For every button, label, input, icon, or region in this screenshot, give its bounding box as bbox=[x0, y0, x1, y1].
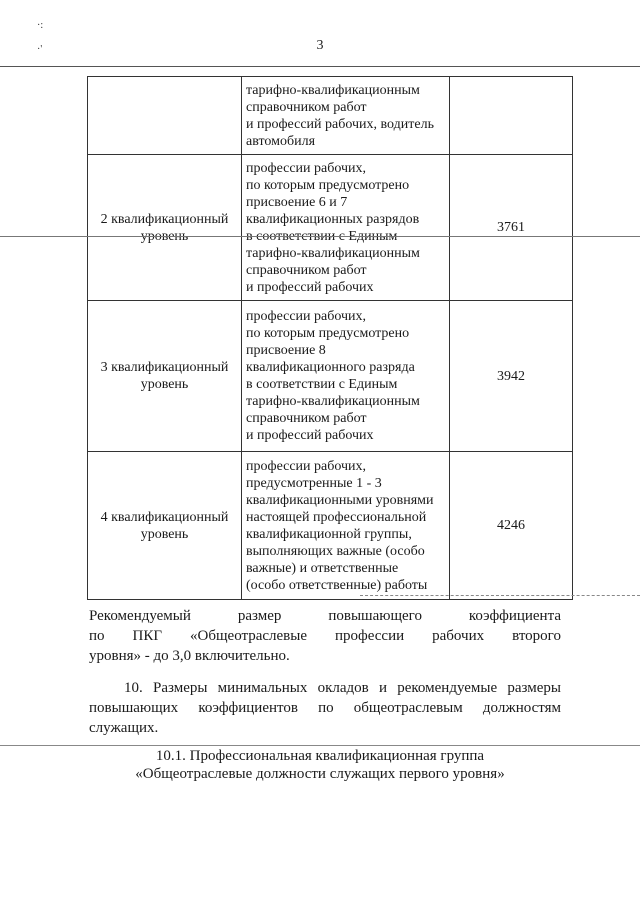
table-row bbox=[88, 77, 573, 155]
description-line: в соответствии с Единым bbox=[246, 377, 398, 392]
qualification-level-cell bbox=[88, 77, 242, 155]
description-line: справочником работ bbox=[246, 411, 367, 426]
description-line: профессии рабочих, bbox=[246, 458, 367, 474]
description-line: справочником работ bbox=[246, 262, 367, 278]
word: коэффициентов bbox=[198, 700, 298, 716]
word: повышающих bbox=[89, 700, 179, 716]
description-line: настоящей профессиональной bbox=[246, 509, 427, 525]
description-line: важные) и ответственные bbox=[246, 560, 399, 576]
paragraph-line bbox=[89, 626, 561, 646]
description-line: предусмотренные 1 - 3 bbox=[246, 475, 382, 491]
level-text: 4 квалификационный bbox=[100, 509, 229, 525]
table-row bbox=[88, 301, 573, 452]
level-text: 2 квалификационный bbox=[100, 211, 229, 227]
description-line: по которым предусмотрено bbox=[246, 326, 410, 341]
word: и bbox=[378, 680, 388, 696]
word: общеотраслевым bbox=[353, 700, 463, 716]
description-line: и профессий рабочих bbox=[246, 428, 374, 443]
word: Рекомендуемый bbox=[89, 608, 191, 624]
word: размеры bbox=[507, 680, 561, 696]
description-line: в соответствии с Единым bbox=[246, 228, 398, 244]
scan-speck: ·: bbox=[37, 20, 44, 31]
salary-value-cell: 3942 bbox=[450, 301, 573, 452]
description-line: квалификационной группы, bbox=[246, 526, 412, 542]
word: 10. bbox=[124, 680, 143, 696]
description-line: тарифно-квалификационным bbox=[246, 394, 420, 409]
description-line: тарифно-квалификационным bbox=[246, 82, 420, 98]
scan-speck: ·' bbox=[37, 44, 43, 55]
word: должностям bbox=[482, 700, 561, 716]
word: Размеры bbox=[152, 680, 208, 696]
word: по bbox=[89, 628, 105, 644]
table-row bbox=[88, 452, 573, 600]
salary-value-cell bbox=[450, 77, 573, 155]
word: второго bbox=[512, 628, 561, 644]
level-text: 3 квалификационный bbox=[100, 360, 229, 375]
word: окладов bbox=[317, 680, 369, 696]
heading-line: «Общеотраслевые должности служащих первого уровня» bbox=[135, 766, 505, 782]
description-line: (особо ответственные) работы bbox=[246, 577, 428, 593]
description-line: выполняющих важные (особо bbox=[246, 543, 425, 559]
paragraph-line: служащих. bbox=[89, 720, 159, 736]
salary-value-cell: 3761 bbox=[450, 155, 573, 301]
qualification-level-cell bbox=[88, 452, 242, 600]
paragraph-coefficient bbox=[89, 606, 561, 666]
description-line: квалификационными уровнями bbox=[246, 492, 434, 508]
description-line: и профессий рабочих, водитель bbox=[246, 116, 434, 132]
description-line: и профессий рабочих bbox=[246, 279, 374, 295]
description-line: присвоение 8 bbox=[246, 343, 326, 358]
description-line: квалификационного разряда bbox=[246, 360, 415, 375]
header-rule bbox=[0, 66, 640, 67]
scan-line bbox=[0, 745, 640, 746]
qualification-level-cell bbox=[88, 155, 242, 301]
level-text: уровень bbox=[140, 228, 189, 244]
description-line: присвоение 6 и 7 bbox=[246, 194, 348, 210]
page-number: 3 bbox=[316, 38, 324, 53]
level-text: уровень bbox=[140, 526, 189, 542]
profession-description-cell bbox=[242, 77, 450, 155]
word: повышающего bbox=[328, 608, 422, 624]
paragraph-line bbox=[89, 606, 561, 626]
paragraph-section-10 bbox=[89, 678, 561, 738]
description-line: профессии рабочих, bbox=[246, 160, 367, 176]
word: рекомендуемые bbox=[397, 680, 498, 696]
salary-value-cell: 4246 bbox=[450, 452, 573, 600]
qualification-table-body bbox=[88, 77, 573, 600]
description-line: профессии рабочих, bbox=[246, 309, 367, 324]
description-line: автомобиля bbox=[246, 133, 316, 149]
level-text: уровень bbox=[140, 377, 189, 392]
profession-description-cell bbox=[242, 155, 450, 301]
word: ПКГ bbox=[132, 628, 163, 644]
table-row bbox=[88, 155, 573, 301]
profession-description-cell bbox=[242, 301, 450, 452]
word: профессии bbox=[335, 628, 405, 644]
paragraph-line bbox=[89, 698, 561, 718]
paragraph-line bbox=[89, 678, 561, 698]
scan-line bbox=[0, 236, 640, 237]
description-line: тарифно-квалификационным bbox=[246, 245, 420, 261]
word: «Общеотраслевые bbox=[190, 628, 308, 644]
heading-line: 10.1. Профессиональная квалификационная группа bbox=[155, 748, 485, 764]
description-line: по которым предусмотрено bbox=[246, 177, 410, 193]
word: коэффициента bbox=[468, 608, 561, 624]
scan-line bbox=[360, 595, 640, 596]
description-line: квалификационных разрядов bbox=[246, 211, 420, 227]
word: по bbox=[318, 700, 334, 716]
section-heading bbox=[0, 747, 640, 783]
description-line: справочником работ bbox=[246, 99, 367, 115]
profession-description-cell bbox=[242, 452, 450, 600]
qualification-level-cell bbox=[88, 301, 242, 452]
word: минимальных bbox=[217, 680, 308, 696]
word: размер bbox=[237, 608, 282, 624]
paragraph-line: уровня» - до 3,0 включительно. bbox=[89, 648, 290, 664]
qualification-table bbox=[87, 76, 573, 600]
word: рабочих bbox=[432, 628, 485, 644]
